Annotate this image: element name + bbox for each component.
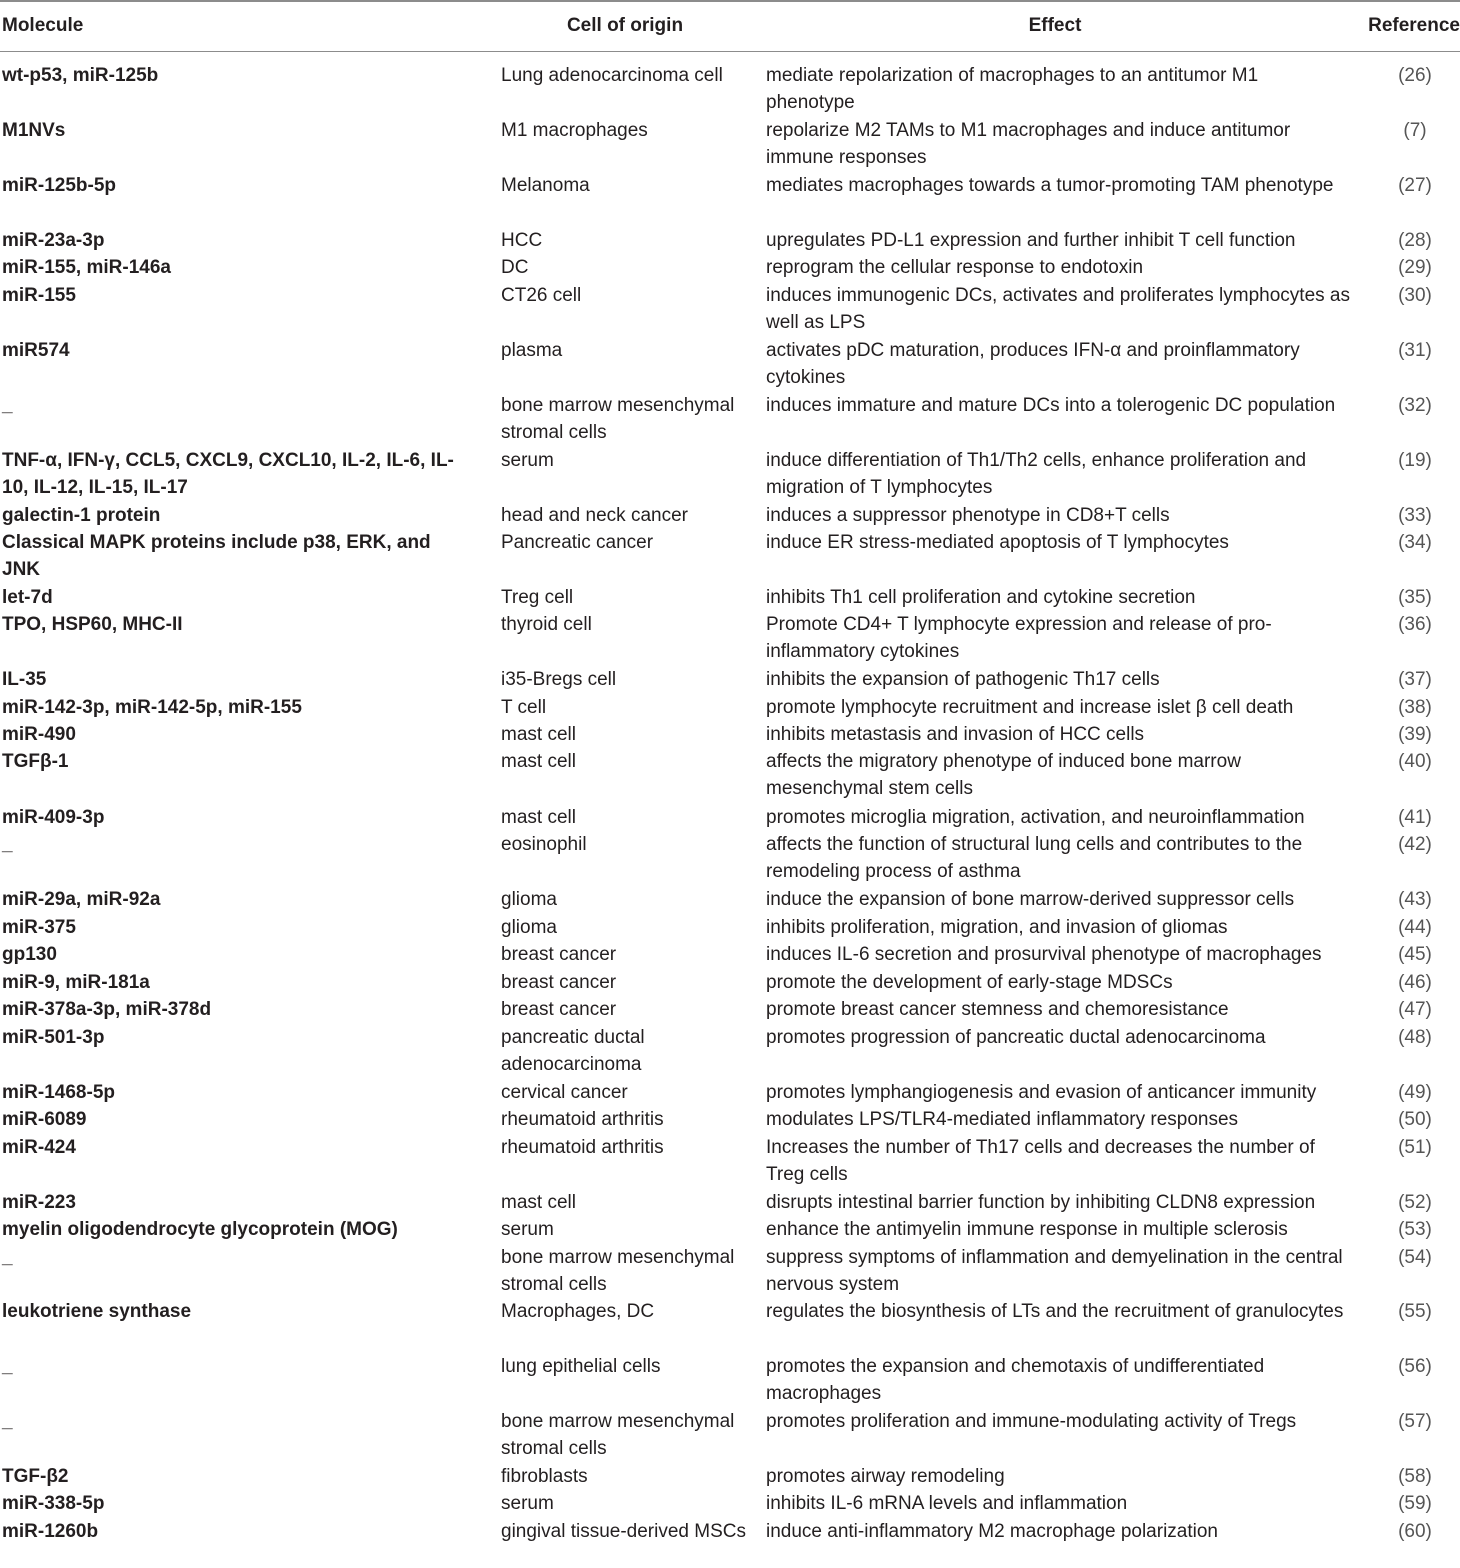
reference-cell: (60): [1398, 1521, 1432, 1542]
cell-of-origin-cell: bone marrow mesenchymal stromal cells: [501, 1247, 735, 1296]
effect-cell: affects the migratory phenotype of induced bone marrow mesenchymal stem cells: [766, 751, 1241, 800]
effect-cell: regulates the biosynthesis of LTs and the recruitment of granulocytes: [766, 1301, 1344, 1322]
molecule-cell: gp130: [2, 944, 57, 965]
molecule-cell: miR-29a, miR-92a: [2, 889, 161, 910]
effect-cell: induces immunogenic DCs, activates and proliferates lymphocytes as well as LPS: [766, 285, 1350, 334]
reference-cell: (29): [1398, 257, 1432, 278]
reference-cell: (47): [1398, 999, 1432, 1020]
header-rule: [0, 51, 1460, 52]
effect-cell: upregulates PD-L1 expression and further inhibit T cell function: [766, 230, 1296, 251]
effect-cell: inhibits metastasis and invasion of HCC cells: [766, 724, 1145, 745]
reference-cell: (28): [1398, 230, 1432, 251]
effect-cell: activates pDC maturation, produces IFN-α and proinflammatory cytokines: [766, 340, 1300, 389]
cell-of-origin-cell: glioma: [501, 889, 557, 910]
reference-cell: (52): [1398, 1192, 1432, 1213]
reference-cell: (27): [1398, 175, 1432, 196]
reference-cell: (38): [1398, 697, 1432, 718]
effect-cell: promotes the expansion and chemotaxis of undifferentiated macrophages: [766, 1356, 1265, 1405]
cell-of-origin-cell: plasma: [501, 340, 563, 361]
effect-cell: inhibits Th1 cell proliferation and cytokine secretion: [766, 587, 1196, 608]
cell-of-origin-cell: HCC: [501, 230, 543, 251]
effect-cell: affects the function of structural lung cells and contributes to the remodeling process of asthma: [766, 834, 1303, 883]
effect-cell: mediates macrophages towards a tumor-promoting TAM phenotype: [766, 175, 1334, 196]
molecule-cell: miR-424: [2, 1137, 76, 1158]
effect-cell: Promote CD4+ T lymphocyte expression and release of pro-inflammatory cytokines: [766, 614, 1272, 663]
molecule-cell: miR-490: [2, 724, 76, 745]
reference-cell: (55): [1398, 1301, 1432, 1322]
molecule-cell: miR-9, miR-181a: [2, 972, 150, 993]
reference-cell: (56): [1398, 1356, 1432, 1377]
reference-cell: (37): [1398, 669, 1432, 690]
cell-of-origin-cell: Macrophages, DC: [501, 1301, 655, 1322]
molecule-cell: leukotriene synthase: [2, 1301, 192, 1322]
reference-cell: (45): [1398, 944, 1432, 965]
effect-cell: inhibits IL-6 mRNA levels and inflammation: [766, 1493, 1128, 1514]
reference-cell: (51): [1398, 1137, 1432, 1158]
reference-cell: (32): [1398, 395, 1432, 416]
cell-of-origin-cell: rheumatoid arthritis: [501, 1137, 664, 1158]
header-reference: Reference: [1368, 15, 1460, 36]
molecule-cell: miR-375: [2, 917, 76, 938]
molecule-cell: Classical MAPK proteins include p38, ERK, and JNK: [2, 532, 431, 581]
effect-cell: inhibits the expansion of pathogenic Th17 cells: [766, 669, 1160, 690]
effect-cell: Increases the number of Th17 cells and decreases the number of Treg cells: [766, 1137, 1315, 1186]
cell-of-origin-cell: serum: [501, 450, 554, 471]
cell-of-origin-cell: head and neck cancer: [501, 505, 688, 526]
cell-of-origin-cell: cervical cancer: [501, 1082, 628, 1103]
reference-cell: (36): [1398, 614, 1432, 635]
cell-of-origin-cell: Lung adenocarcinoma cell: [501, 65, 723, 86]
reference-cell: (30): [1398, 285, 1432, 306]
cell-of-origin-cell: eosinophil: [501, 834, 587, 855]
reference-cell: (42): [1398, 834, 1432, 855]
reference-cell: (41): [1398, 807, 1432, 828]
effect-cell: induces immature and mature DCs into a tolerogenic DC population: [766, 395, 1336, 416]
cell-of-origin-cell: mast cell: [501, 807, 576, 828]
molecule-cell: miR-142-3p, miR-142-5p, miR-155: [2, 697, 302, 718]
effect-cell: inhibits proliferation, migration, and invasion of gliomas: [766, 917, 1228, 938]
reference-cell: (54): [1398, 1247, 1432, 1268]
effect-cell: mediate repolarization of macrophages to an antitumor M1 phenotype: [766, 65, 1259, 114]
reference-cell: (58): [1398, 1466, 1432, 1487]
effect-cell: induces IL-6 secretion and prosurvival phenotype of macrophages: [766, 944, 1322, 965]
reference-cell: (57): [1398, 1411, 1432, 1432]
reference-cell: (53): [1398, 1219, 1432, 1240]
cell-of-origin-cell: lung epithelial cells: [501, 1356, 661, 1377]
effect-cell: promotes progression of pancreatic ductal adenocarcinoma: [766, 1027, 1266, 1048]
cell-of-origin-cell: rheumatoid arthritis: [501, 1109, 664, 1130]
molecule-cell: wt-p53, miR-125b: [2, 65, 159, 86]
cell-of-origin-cell: breast cancer: [501, 944, 617, 965]
molecule-cell: _: [2, 395, 13, 416]
cell-of-origin-cell: CT26 cell: [501, 285, 582, 306]
effect-cell: induce differentiation of Th1/Th2 cells, enhance proliferation and migration of T lymphocytes: [766, 450, 1307, 499]
molecule-cell: miR-155: [2, 285, 76, 306]
cell-of-origin-cell: mast cell: [501, 1192, 576, 1213]
reference-cell: (48): [1398, 1027, 1432, 1048]
molecule-cell: _: [2, 1356, 13, 1377]
molecule-cell: miR-409-3p: [2, 807, 105, 828]
reference-cell: (35): [1398, 587, 1432, 608]
molecule-cell: _: [2, 1247, 13, 1268]
reference-cell: (31): [1398, 340, 1432, 361]
cell-of-origin-cell: i35-Bregs cell: [501, 669, 617, 690]
molecule-cell: let-7d: [2, 587, 53, 608]
molecule-cell: M1NVs: [2, 120, 66, 141]
reference-cell: (49): [1398, 1082, 1432, 1103]
effect-cell: disrupts intestinal barrier function by inhibiting CLDN8 expression: [766, 1192, 1316, 1213]
cell-of-origin-cell: bone marrow mesenchymal stromal cells: [501, 395, 735, 444]
header-effect: Effect: [1028, 15, 1082, 36]
reference-cell: (7): [1403, 120, 1427, 141]
effect-cell: modulates LPS/TLR4-mediated inflammatory responses: [766, 1109, 1239, 1130]
effect-cell: induce anti-inflammatory M2 macrophage polarization: [766, 1521, 1219, 1542]
table-header: [0, 0, 1460, 52]
reference-cell: (46): [1398, 972, 1432, 993]
effect-cell: promotes airway remodeling: [766, 1466, 1005, 1487]
molecule-cell: miR574: [2, 340, 70, 361]
cell-of-origin-cell: breast cancer: [501, 999, 617, 1020]
molecule-cell: miR-125b-5p: [2, 175, 117, 196]
reference-cell: (33): [1398, 505, 1432, 526]
molecule-cell: galectin-1 protein: [2, 505, 161, 526]
cell-of-origin-cell: thyroid cell: [501, 614, 592, 635]
molecule-cell: TNF-α, IFN-γ, CCL5, CXCL9, CXCL10, IL-2, IL-6, IL-10, IL-12, IL-15, IL-17: [2, 450, 454, 499]
effect-cell: induce ER stress-mediated apoptosis of T lymphocytes: [766, 532, 1229, 553]
cell-of-origin-cell: mast cell: [501, 724, 576, 745]
molecule-cell: miR-155, miR-146a: [2, 257, 171, 278]
cell-of-origin-cell: Melanoma: [501, 175, 590, 196]
effect-cell: reprogram the cellular response to endotoxin: [766, 257, 1144, 278]
cell-of-origin-cell: serum: [501, 1219, 554, 1240]
molecule-cell: miR-378a-3p, miR-378d: [2, 999, 212, 1020]
cell-of-origin-cell: T cell: [501, 697, 547, 718]
reference-cell: (43): [1398, 889, 1432, 910]
cell-of-origin-cell: breast cancer: [501, 972, 617, 993]
cell-of-origin-cell: glioma: [501, 917, 557, 938]
effect-cell: promotes proliferation and immune-modulating activity of Tregs: [766, 1411, 1297, 1432]
cell-of-origin-cell: serum: [501, 1493, 554, 1514]
molecule-cell: miR-338-5p: [2, 1493, 105, 1514]
reference-cell: (34): [1398, 532, 1432, 553]
reference-cell: (39): [1398, 724, 1432, 745]
reference-cell: (59): [1398, 1493, 1432, 1514]
effect-cell: repolarize M2 TAMs to M1 macrophages and induce antitumor immune responses: [766, 120, 1291, 169]
effect-cell: suppress symptoms of inflammation and demyelination in the central nervous system: [766, 1247, 1343, 1296]
cell-of-origin-cell: Treg cell: [501, 587, 574, 608]
cell-of-origin-cell: mast cell: [501, 751, 576, 772]
molecule-cell: TPO, HSP60, MHC-II: [2, 614, 183, 635]
effect-cell: enhance the antimyelin immune response in multiple sclerosis: [766, 1219, 1288, 1240]
cell-of-origin-cell: DC: [501, 257, 529, 278]
cell-of-origin-cell: M1 macrophages: [501, 120, 648, 141]
header-molecule: Molecule: [2, 15, 84, 36]
effect-cell: promotes microglia migration, activation, and neuroinflammation: [766, 807, 1305, 828]
reference-cell: (50): [1398, 1109, 1432, 1130]
molecule-cell: _: [2, 1411, 13, 1432]
molecule-cell: miR-6089: [2, 1109, 87, 1130]
molecule-cell: TGF-β2: [2, 1466, 69, 1487]
effect-cell: promote the development of early-stage MDSCs: [766, 972, 1173, 993]
molecule-cell: miR-1260b: [2, 1521, 99, 1542]
effect-cell: promote lymphocyte recruitment and increase islet β cell death: [766, 697, 1294, 718]
effect-cell: promotes lymphangiogenesis and evasion of anticancer immunity: [766, 1082, 1317, 1103]
effect-cell: promote breast cancer stemness and chemoresistance: [766, 999, 1229, 1020]
molecule-cell: miR-1468-5p: [2, 1082, 115, 1103]
effect-cell: induce the expansion of bone marrow-derived suppressor cells: [766, 889, 1295, 910]
reference-cell: (19): [1398, 450, 1432, 471]
cell-of-origin-cell: gingival tissue-derived MSCs: [501, 1521, 746, 1542]
cell-of-origin-cell: Pancreatic cancer: [501, 532, 654, 553]
molecule-cell: TGFβ-1: [2, 751, 69, 772]
effect-cell: induces a suppressor phenotype in CD8+T cells: [766, 505, 1170, 526]
molecule-cell: IL-35: [2, 669, 47, 690]
cell-of-origin-cell: fibroblasts: [501, 1466, 588, 1487]
molecule-cell: miR-501-3p: [2, 1027, 105, 1048]
molecule-cell: miR-223: [2, 1192, 76, 1213]
reference-cell: (44): [1398, 917, 1432, 938]
cell-of-origin-cell: bone marrow mesenchymal stromal cells: [501, 1411, 735, 1460]
molecule-cell: _: [2, 834, 13, 855]
molecule-cell: myelin oligodendrocyte glycoprotein (MOG): [2, 1219, 398, 1240]
molecule-cell: miR-23a-3p: [2, 230, 105, 251]
reference-cell: (40): [1398, 751, 1432, 772]
reference-cell: (26): [1398, 65, 1432, 86]
cell-of-origin-cell: pancreatic ductal adenocarcinoma: [501, 1027, 645, 1076]
header-cell-of-origin: Cell of origin: [566, 15, 684, 36]
